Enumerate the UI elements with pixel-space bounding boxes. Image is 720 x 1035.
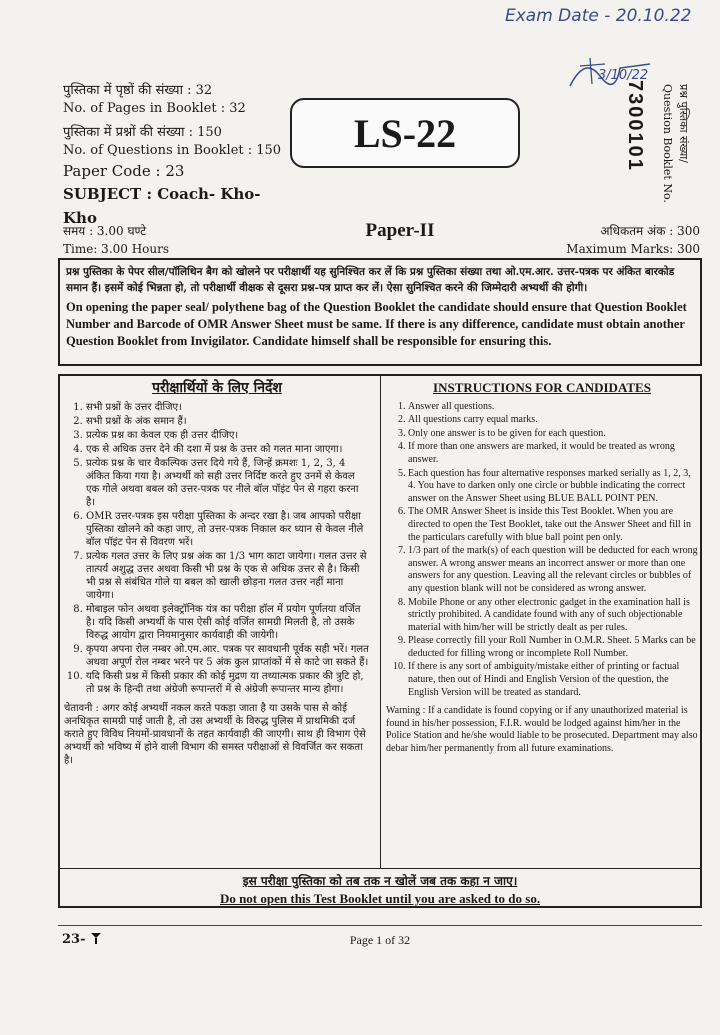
booklet-code: LS-22 [353, 110, 457, 156]
instructions-hi-list [64, 401, 370, 696]
instructions-hi-column [64, 382, 370, 767]
instruction-en-item: 3. Only one answer is to be given for each question. [408, 428, 698, 441]
instruction-hi-item: 10. यदि किसी प्रश्न में किसी प्रकार की कोई मुद्रण या तथ्यात्मक प्रकार की त्रुटि हो, तो प्रश्न के हिन्दी तथा अंग्रेजी रूपान्तरों में से अंग्रेजी रूपान्तर मान्य होगा। [86, 670, 370, 696]
instruction-hi-item: 6. OMR उत्तर-पत्रक इस परीक्षा पुस्तिका के अन्दर रखा है। जब आपको परीक्षा पुस्तिका खोलने को कहा जाए, तो उत्तर-पत्रक निकाल कर ध्यान से केवल नीले बॉल पॉइंट पेन से विवरण भरें। [86, 510, 370, 549]
instructions-hi-title: परीक्षार्थियों के लिए निर्देश [152, 380, 282, 396]
instruction-en-item: 10. If there is any sort of ambiguity/mistake either of printing or factual nature, then out of Hindi and English Version of the question, the English Version will be treated as standard. [408, 661, 698, 699]
handwritten-signature-date: 3/10/22 [598, 68, 649, 83]
do-not-open-notice [60, 868, 700, 907]
page-footer-code [62, 932, 102, 947]
instruction-en-item: 5. Each question has four alternative responses marked serially as 1, 2, 3, 4. You have to darken only one circle or bubble indicating the correct answer on the Answer Sheet using BLUE BALL POINT PEN. [408, 468, 698, 506]
page-footer-rule [58, 925, 702, 926]
notice-box [58, 258, 702, 366]
instruction-en-item: 4. If more than one answers are marked, it would be treated as wrong answer. [408, 441, 698, 466]
instruction-hi-item: 7. प्रत्येक गलत उत्तर के लिए प्रश्न अंक का 1/3 भाग काटा जायेगा। गलत उत्तर से तात्पर्य अशुद्ध उत्तर अथवा किसी भी प्रश्न के एक से अधिक उत्तर से है। किसी भी प्रश्न से संबंधित गोले या बबल को खाली छोड़ना गलत उत्तर नहीं माना जायेगा। [86, 550, 370, 602]
pages-hi: पुस्तिका में पृष्ठों की संख्या : 32 [63, 83, 213, 98]
warning-en: Warning : If a candidate is found copying or if any unauthorized material is found in his/her possession, F.I.R. would be lodged against him/her in the Police Station and he/she would liable to be prosecuted. Department may also debar him/her permanently from all future examinations. [386, 705, 698, 755]
booklet-code-box [290, 98, 520, 168]
questions-hi: पुस्तिका में प्रश्नों की संख्या : 150 [63, 125, 222, 140]
instruction-hi-item: 1. सभी प्रश्नों के उत्तर दीजिए। [86, 401, 370, 414]
instruction-en-item: 8. Mobile Phone or any other electronic gadget in the examination hall is strictly prohibited. A candidate found with any of such objectionable material with him/her will be strictly dealt as per rules. [408, 597, 698, 635]
instructions-en-list [386, 401, 698, 700]
notice-en: On opening the paper seal/ polythene bag of the Question Booklet the candidate should ensure that Question Booklet Number and Barcode of OMR Answer Sheet must be same. If there is any difference, candidate must obtain another Question Booklet from Invigilator. Candidate himself shall be responsible for ensuring this. [66, 300, 687, 348]
instruction-en-item: 9. Please correctly fill your Roll Number in O.M.R. Sheet. 5 Marks can be deducted for filling wrong or incomplete Roll Number. [408, 635, 698, 660]
handwritten-exam-date: Exam Date - 20.10.22 [505, 6, 692, 26]
do-not-open-en: Do not open this Test Booklet until you are asked to do so. [219, 891, 541, 906]
time-en: Time: 3.00 Hours [63, 242, 170, 256]
instruction-en-item: 2. All questions carry equal marks. [408, 414, 698, 427]
time-hi: समय : 3.00 घण्टे [63, 224, 147, 238]
instruction-hi-item: 4. एक से अधिक उत्तर देने की दशा में प्रश्न के उत्तर को गलत माना जाएगा। [86, 443, 370, 456]
questions-en: No. of Questions in Booklet : 150 [63, 143, 282, 158]
instruction-en-item: 1. Answer all questions. [408, 401, 698, 414]
notice-hi: प्रश्न पुस्तिका के पेपर सील/पॉलिथिन बैग को खोलने पर परीक्षार्थी यह सुनिश्चित कर लें कि प्रश्न पुस्तिका संख्या तथा ओ.एम.आर. उत्तर-पत्रक पर अंकित बारकोड समान हैं। इसमें कोई भिन्नता हो, तो परीक्षार्थी वीक्षक से दूसरा प्रश्न-पत्र प्राप्त कर लें। ऐसा सुनिश्चित करने की जिम्मेदारी अभ्यर्थी की होगी। [66, 266, 675, 294]
paper-label: Paper-II [365, 220, 435, 241]
instruction-hi-item: 2. सभी प्रश्नों के अंक समान हैं। [86, 415, 370, 428]
booklet-number: 7300101 [624, 80, 646, 172]
time-block [63, 222, 169, 258]
pages-en: No. of Pages in Booklet : 32 [63, 101, 246, 116]
instruction-en-item: 6. The OMR Answer Sheet is inside this Test Booklet. When you are directed to open the Test Booklet, take out the Answer Sheet and fill in the particulars carefully with blue ball point pen only. [408, 506, 698, 544]
marks-hi: अधिकतम अंक : 300 [600, 224, 700, 238]
instructions-en-title: INSTRUCTIONS FOR CANDIDATES [433, 380, 651, 395]
marks-en: Maximum Marks: 300 [566, 242, 700, 256]
column-divider [380, 376, 381, 868]
instruction-hi-item: 5. प्रत्येक प्रश्न के चार वैकल्पिक उत्तर दिये गये हैं, जिन्हें क्रमशः 1, 2, 3, 4 अंकित किया गया है। अभ्यर्थी को सही उत्तर निर्दिष्ट करते हुए उनमें से केवल एक गोले अथवा बबल को उत्तर-पत्रक पर नीले बॉल पॉइंट पेन से गहरा करना है। [86, 457, 370, 509]
warning-hi: चेतावनी : अगर कोई अभ्यर्थी नकल करते पकड़ा जाता है या उसके पास से कोई अनधिकृत सामग्री पाई जाती है, तो उस अभ्यर्थी के विरुद्ध पुलिस में प्राथमिकी दर्ज कराते हुए विविध नियमों-प्रावधानों के तहत कार्यवाही की जाएगी। साथ ही विभाग ऐसे अभ्यर्थी को भविष्य में होने वाली विभाग की समस्त परीक्षाओं से विवर्जित कर सकता है। [64, 703, 366, 766]
booklet-meta [63, 82, 283, 230]
instructions-en-column [386, 382, 698, 756]
page-number: Page 1 of 32 [349, 933, 411, 947]
footer-code-text: 23- [62, 932, 86, 947]
instruction-en-item: 7. 1/3 part of the mark(s) of each question will be deducted for each wrong answer. A wrong answer means an incorrect answer or more than one answers for any question. Leaving all the relevant circles or bubbles of any question blank will not be considered as wrong answer. [408, 545, 698, 595]
booklet-number-label-hi: प्रश्न पुस्तिका संख्या/ [677, 84, 690, 163]
subject: SUBJECT : Coach- Kho-Kho [63, 185, 261, 227]
instruction-hi-item: 9. कृपया अपना रोल नम्बर ओ.एम.आर. पत्रक पर सावधानी पूर्वक सही भरें। गलत अथवा अपूर्ण रोल नम्बर भरने पर 5 अंक कुल प्राप्तांकों में से काटे जा सकते हैं। [86, 643, 370, 669]
marks-block [566, 222, 700, 258]
instruction-hi-item: 3. प्रत्येक प्रश्न का केवल एक ही उत्तर दीजिए। [86, 429, 370, 442]
footer-symbol-icon [90, 932, 102, 944]
instruction-hi-item: 8. मोबाइल फोन अथवा इलेक्ट्रॉनिक यंत्र का परीक्षा हॉल में प्रयोग पूर्णतया वर्जित है। यदि किसी अभ्यर्थी के पास ऐसी कोई वर्जित सामग्री मिलती है, तो उसके विरुद्ध आयोग द्वारा नियमानुसार कार्यवाही की जायेगी। [86, 603, 370, 642]
do-not-open-hi: इस परीक्षा पुस्तिका को तब तक न खोलें जब तक कहा न जाए। [242, 874, 518, 888]
instructions-box [58, 374, 702, 908]
booklet-number-label-en: Question Booklet No. [661, 84, 674, 203]
paper-code: Paper Code : 23 [63, 162, 185, 180]
